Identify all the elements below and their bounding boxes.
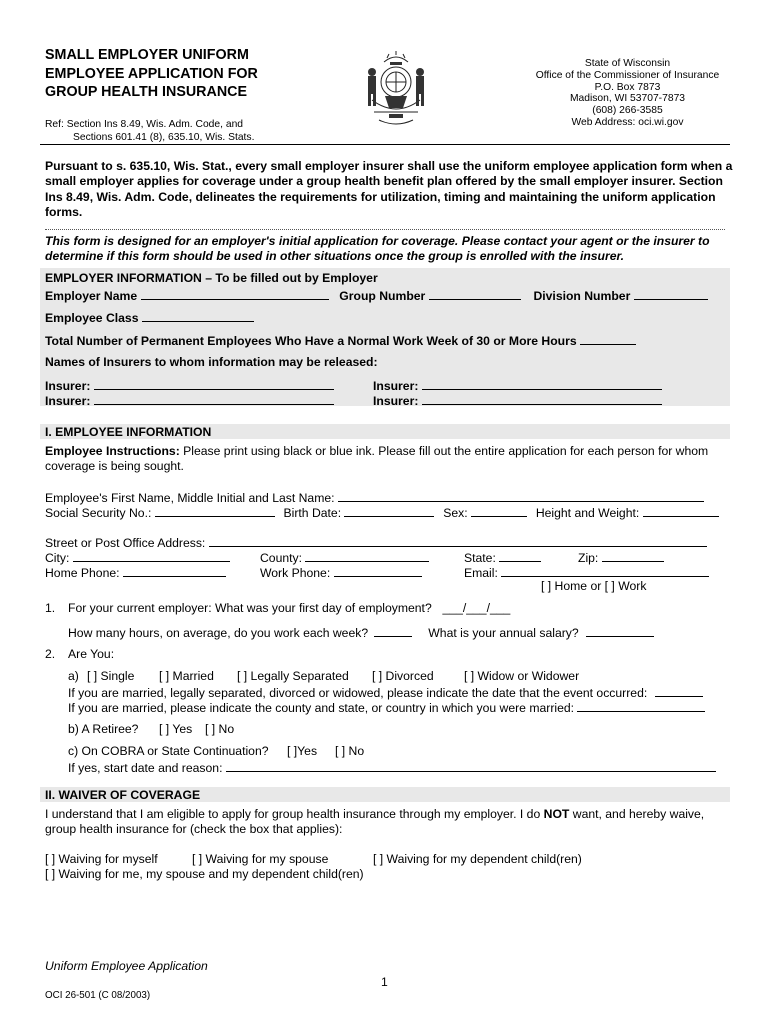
employee-name-label: Employee's First Name, Middle Initial and Last Name: bbox=[45, 491, 335, 505]
event-date-row bbox=[68, 684, 703, 700]
question-1-text: For your current employer: What was your first day of employment? bbox=[68, 601, 432, 615]
reference-note bbox=[45, 118, 254, 144]
waiver-statement bbox=[45, 807, 725, 837]
agency-line: State of Wisconsin bbox=[584, 58, 671, 69]
total-employees-row bbox=[45, 332, 636, 348]
insurer-label: Insurer: bbox=[373, 379, 419, 393]
insurer-field[interactable] bbox=[94, 377, 334, 390]
insurers-heading: Names of Insurers to whom information may be released: bbox=[45, 355, 378, 369]
salary-field[interactable] bbox=[586, 624, 654, 637]
first-day-field[interactable]: ___/___/___ bbox=[442, 601, 511, 615]
employee-instructions bbox=[45, 444, 725, 474]
sex-label: Sex: bbox=[443, 506, 468, 520]
zip-label: Zip: bbox=[578, 551, 599, 565]
retiree-yes-checkbox[interactable]: [ ] Yes bbox=[159, 722, 193, 736]
state-field[interactable] bbox=[499, 549, 541, 562]
ssn-label: Social Security No.: bbox=[45, 506, 152, 520]
marital-married-checkbox[interactable]: [ ] Married bbox=[159, 669, 214, 683]
waive-all-checkbox[interactable]: [ ] Waiving for me, my spouse and my dependent child(ren) bbox=[45, 867, 364, 881]
city-label: City: bbox=[45, 551, 70, 565]
division-number-field[interactable] bbox=[634, 287, 708, 300]
marriage-place-field[interactable] bbox=[577, 699, 705, 712]
county-row bbox=[260, 549, 429, 565]
marital-divorced-checkbox[interactable]: [ ] Divorced bbox=[372, 669, 434, 683]
form-title bbox=[45, 46, 258, 102]
marital-widow-checkbox[interactable]: [ ] Widow or Widower bbox=[464, 669, 580, 683]
work-phone-row bbox=[260, 564, 422, 580]
hours-row bbox=[68, 624, 654, 640]
street-row bbox=[45, 534, 707, 550]
insurer-label: Insurer: bbox=[45, 394, 91, 408]
question-2-number: 2. bbox=[45, 647, 56, 661]
insurer-field[interactable] bbox=[422, 377, 662, 390]
waiver-not-emphasis: NOT bbox=[543, 807, 570, 821]
waiver-text-end: want, and hereby waive, group health insurance for (check the box that applies): bbox=[45, 807, 705, 836]
height-weight-label: Height and Weight: bbox=[535, 506, 640, 520]
county-label: County: bbox=[260, 551, 303, 565]
sex-field[interactable] bbox=[471, 504, 527, 517]
event-date-label: If you are married, legally separated, divorced or widowed, please indicate the date that the event occurred: bbox=[68, 686, 648, 700]
cobra-no-checkbox[interactable]: [ ] No bbox=[335, 744, 365, 758]
form-title-line: EMPLOYEE APPLICATION FOR bbox=[45, 65, 258, 82]
marriage-place-label: If you are married, please indicate the county and state, or country in which you were married: bbox=[68, 701, 575, 715]
city-field[interactable] bbox=[73, 549, 230, 562]
employee-class-label: Employee Class bbox=[45, 311, 139, 325]
division-number-label: Division Number bbox=[533, 289, 631, 303]
marriage-place-row bbox=[68, 699, 705, 715]
hours-label: How many hours, on average, do you work each week? bbox=[68, 626, 369, 640]
cobra-label: c) On COBRA or State Continuation? bbox=[68, 744, 269, 758]
insurer-row bbox=[45, 392, 334, 408]
intro-paragraph: Pursuant to s. 635.10, Wis. Stat., every small employer insurer shall use the uniform employee application form when a small employer applies for coverage under a group health benefit plan offered by the small employer insurer. Section Ins 8.49, Wis. Adm. Code, delineates the requirements for utilization, timing and maintaining the uniform application forms. bbox=[45, 159, 733, 219]
instructions-text: Please print using black or blue ink. Please fill out the entire application for each person for whom coverage is being sought. bbox=[45, 444, 709, 473]
employer-heading: EMPLOYER INFORMATION – To be filled out by Employer bbox=[45, 271, 378, 285]
question-1-row bbox=[68, 601, 510, 615]
header-divider bbox=[40, 144, 730, 145]
reference-line: Sections 601.41 (8), 635.10, Wis. Stats. bbox=[73, 132, 255, 143]
marital-separated-checkbox[interactable]: [ ] Legally Separated bbox=[237, 669, 349, 683]
email-label: Email: bbox=[464, 566, 498, 580]
cobra-reason-field[interactable] bbox=[226, 759, 716, 772]
agency-line: Madison, WI 53707-7873 bbox=[569, 93, 686, 105]
street-label: Street or Post Office Address: bbox=[45, 536, 206, 550]
usage-note: This form is designed for an employer's initial application for coverage. Please contact your agent or the insurer to determine if this form should be used in other situations once the group is enrolled with the insurer. bbox=[45, 234, 710, 263]
page-number: 1 bbox=[381, 975, 388, 989]
insurer-field[interactable] bbox=[422, 392, 662, 405]
employer-name-row bbox=[45, 287, 708, 303]
county-field[interactable] bbox=[305, 549, 429, 562]
total-employees-label: Total Number of Permanent Employees Who Have a Normal Work Week of 30 or More Hours bbox=[45, 334, 577, 348]
height-weight-field[interactable] bbox=[643, 504, 719, 517]
street-field[interactable] bbox=[209, 534, 707, 547]
insurer-row bbox=[373, 377, 662, 393]
hours-field[interactable] bbox=[374, 624, 412, 637]
birth-date-field[interactable] bbox=[344, 504, 434, 517]
marital-single-checkbox[interactable]: [ ] Single bbox=[87, 669, 135, 683]
waive-spouse-checkbox[interactable]: [ ] Waiving for my spouse bbox=[192, 852, 329, 866]
home-phone-field[interactable] bbox=[123, 564, 226, 577]
cobra-reason-label: If yes, start date and reason: bbox=[68, 761, 223, 775]
work-phone-label: Work Phone: bbox=[260, 566, 331, 580]
employer-name-label: Employer Name bbox=[45, 289, 138, 303]
section-2-heading: II. WAIVER OF COVERAGE bbox=[45, 788, 201, 802]
email-row bbox=[464, 564, 709, 580]
insurer-row bbox=[45, 377, 334, 393]
section-1-heading: I. EMPLOYEE INFORMATION bbox=[45, 425, 212, 439]
agency-line: P.O. Box 7873 bbox=[594, 81, 661, 93]
work-phone-field[interactable] bbox=[334, 564, 422, 577]
employer-name-field[interactable] bbox=[141, 287, 329, 300]
form-title-line: GROUP HEALTH INSURANCE bbox=[45, 84, 248, 100]
home-phone-label: Home Phone: bbox=[45, 566, 120, 580]
total-employees-field[interactable] bbox=[580, 332, 636, 345]
cobra-reason-row bbox=[68, 759, 716, 775]
group-number-field[interactable] bbox=[429, 287, 521, 300]
employee-name-field[interactable] bbox=[338, 489, 704, 502]
agency-address bbox=[500, 58, 755, 129]
waive-myself-checkbox[interactable]: [ ] Waiving for myself bbox=[45, 852, 158, 866]
birth-date-label: Birth Date: bbox=[283, 506, 342, 520]
state-row bbox=[464, 549, 541, 565]
insurer-field[interactable] bbox=[94, 392, 334, 405]
employee-name-row bbox=[45, 489, 704, 505]
state-label: State: bbox=[464, 551, 496, 565]
home-phone-row bbox=[45, 564, 226, 580]
ssn-row bbox=[45, 504, 719, 520]
email-field[interactable] bbox=[501, 564, 709, 577]
dotted-divider bbox=[45, 229, 725, 230]
retiree-label: b) A Retiree? bbox=[68, 722, 139, 736]
retiree-no-checkbox[interactable]: [ ] No bbox=[205, 722, 235, 736]
employee-class-field[interactable] bbox=[142, 309, 254, 322]
event-date-field[interactable] bbox=[655, 684, 703, 697]
reference-line: Ref: Section Ins 8.49, Wis. Adm. Code, and bbox=[45, 119, 244, 130]
instructions-label: Employee Instructions: bbox=[45, 444, 180, 458]
waiver-text-start: I understand that I am eligible to apply for group health insurance through my employer. I do bbox=[45, 807, 544, 821]
form-title-line: SMALL EMPLOYER UNIFORM bbox=[45, 47, 249, 63]
employee-class-row bbox=[45, 309, 254, 325]
agency-line: (608) 266-3585 bbox=[592, 105, 663, 117]
agency-line: Office of the Commissioner of Insurance bbox=[535, 69, 720, 81]
waive-children-checkbox[interactable]: [ ] Waiving for my dependent child(ren) bbox=[373, 852, 582, 866]
zip-field[interactable] bbox=[602, 549, 664, 562]
q2a-prefix: a) bbox=[68, 669, 79, 683]
city-label-row bbox=[45, 549, 230, 565]
question-2-text: Are You: bbox=[68, 647, 115, 661]
insurer-label: Insurer: bbox=[373, 394, 419, 408]
state-seal-icon bbox=[359, 50, 433, 132]
ssn-field[interactable] bbox=[155, 504, 275, 517]
zip-row bbox=[578, 549, 664, 565]
cobra-yes-checkbox[interactable]: [ ]Yes bbox=[287, 744, 318, 758]
form-number: OCI 26-501 (C 08/2003) bbox=[45, 990, 151, 1001]
agency-line: Web Address: oci.wi.gov bbox=[571, 116, 684, 128]
insurer-row bbox=[373, 392, 662, 408]
group-number-label: Group Number bbox=[339, 289, 426, 303]
footer-form-title: Uniform Employee Application bbox=[45, 959, 208, 973]
insurer-label: Insurer: bbox=[45, 379, 91, 393]
salary-label: What is your annual salary? bbox=[428, 626, 579, 640]
question-1-number: 1. bbox=[45, 601, 56, 615]
home-or-work-checkboxes[interactable]: [ ] Home or [ ] Work bbox=[541, 579, 647, 593]
